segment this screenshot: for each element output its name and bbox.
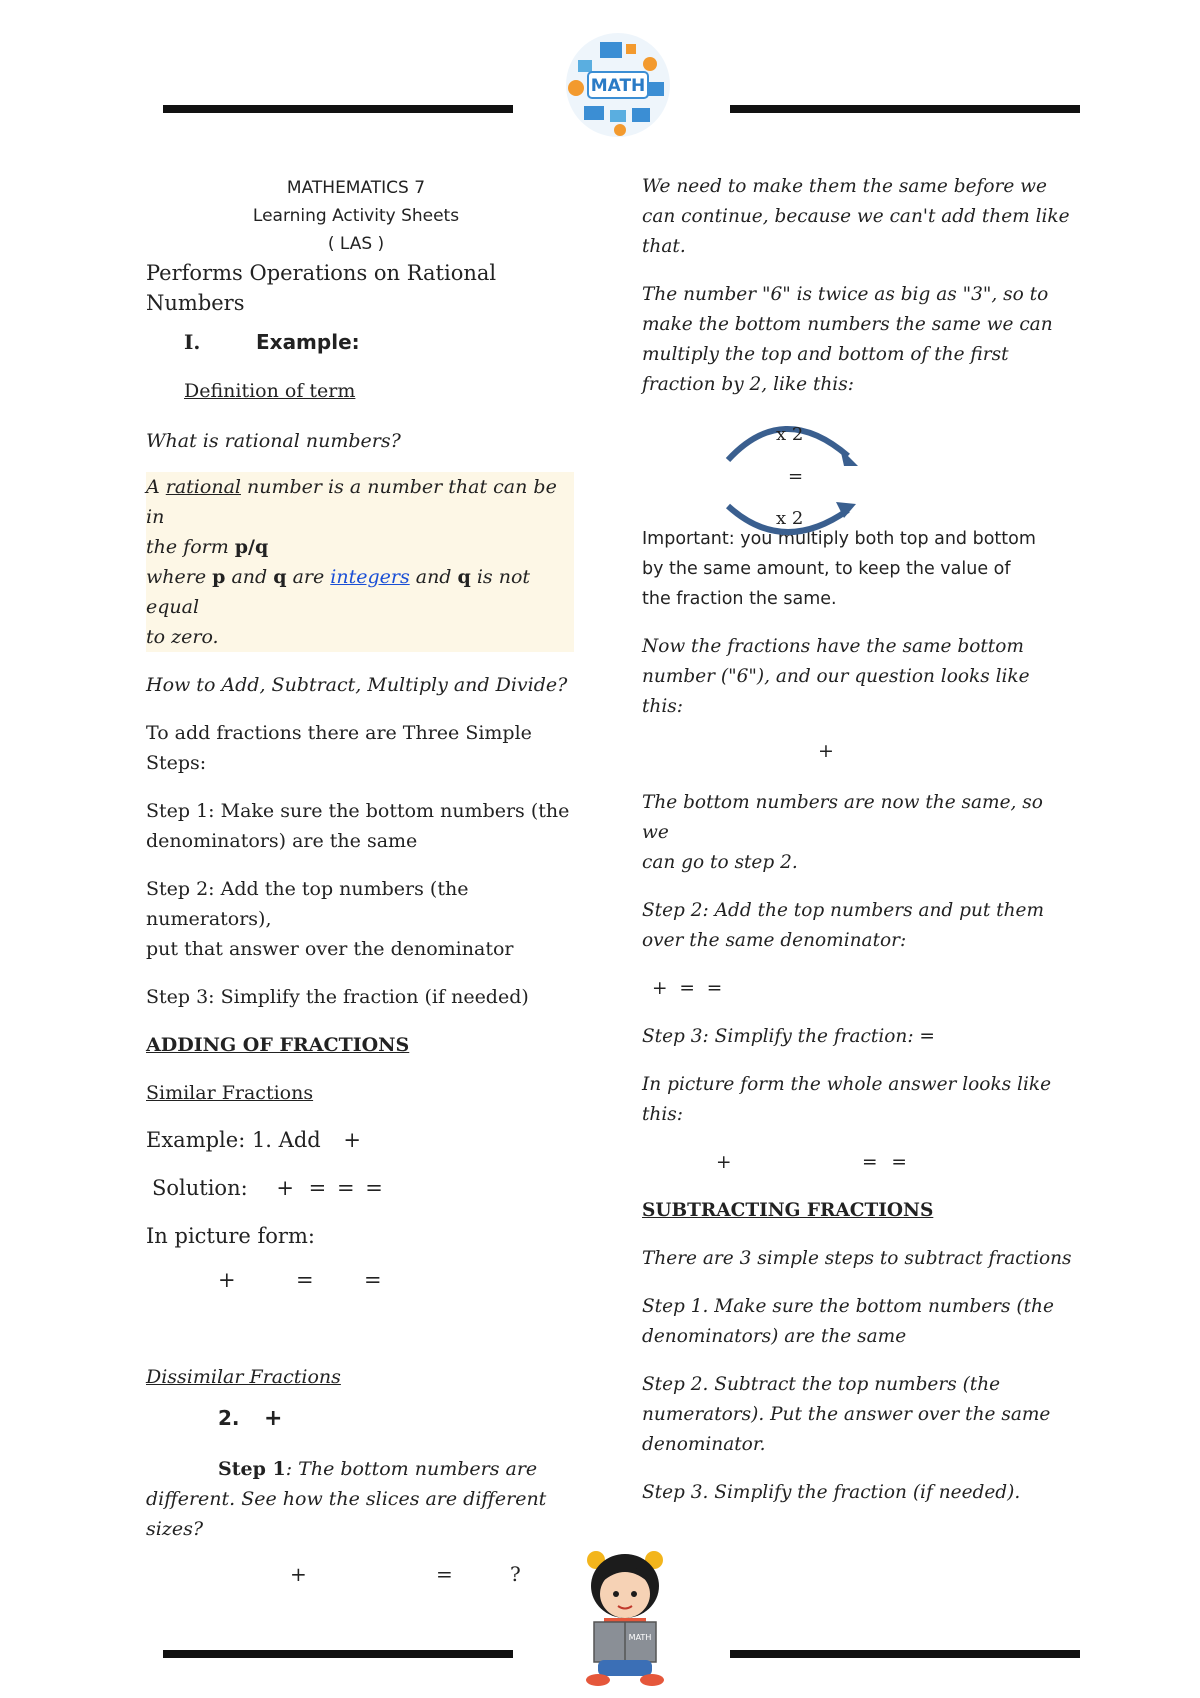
subtract-intro: There are 3 simple steps to subtract fractions xyxy=(642,1248,1072,1269)
add-step-1: Step 1: Make sure the bottom numbers (the denominators) are the same xyxy=(146,800,570,852)
sheet-abbr: ( LAS ) xyxy=(327,234,385,254)
subtract-step-2: Step 2. Subtract the top numbers (the numerators). Put the answer over the same denominator. xyxy=(642,1374,1051,1455)
sheet-title: Learning Activity Sheets xyxy=(252,206,460,226)
same-denominator-equation: + xyxy=(818,740,834,762)
section-number: I. xyxy=(184,330,201,354)
header-rule-left xyxy=(163,105,513,113)
right-paragraph-3: Now the fractions have the same bottom number ("6"), and our question looks like this: xyxy=(642,636,1030,717)
math-logo xyxy=(558,30,678,140)
header-rule-right xyxy=(730,105,1080,113)
important-note: Important: you multiply both top and bottom by the same amount, to keep the value of the fraction the same. xyxy=(642,529,1036,609)
subtract-step-3: Step 3. Simplify the fraction (if needed). xyxy=(642,1482,1021,1503)
right-paragraph-5: Step 2: Add the top numbers and put them over the same denominator: xyxy=(642,900,1045,951)
add-step-2: Step 2: Add the top numbers (the numerators), put that answer over the denominator xyxy=(146,878,514,960)
multiply-top-label: x 2 xyxy=(776,424,804,445)
adding-fractions-heading: ADDING OF FRACTIONS xyxy=(146,1034,410,1056)
dissimilar-fractions-heading: Dissimilar Fractions xyxy=(146,1366,341,1388)
svg-text:MATH: MATH xyxy=(590,76,646,96)
simplify-fraction-line: Step 3: Simplify the fraction: = xyxy=(642,1026,935,1047)
question-rational: What is rational numbers? xyxy=(146,430,401,452)
example-2: 2. + xyxy=(218,1406,283,1431)
term-rational: rational xyxy=(165,476,241,498)
rational-definition: A rational number is a number that can be in the form p/q where p and q are integers and q is not equal to zero. xyxy=(146,472,574,652)
left-column xyxy=(146,174,586,1594)
example-1: Example: 1. Add + xyxy=(146,1128,362,1152)
footer-rule-left xyxy=(163,1650,513,1658)
picture-form-label: In picture form: xyxy=(146,1224,315,1248)
right-column xyxy=(642,172,1072,1508)
steps-intro: To add fractions there are Three Simple Steps: xyxy=(146,722,532,774)
multiply-diagram xyxy=(642,406,1072,529)
svg-text:MATH: MATH xyxy=(628,1633,652,1642)
topic-title: Performs Operations on Rational Numbers xyxy=(146,261,497,315)
subtract-step-1: Step 1. Make sure the bottom numbers (the denominators) are the same xyxy=(642,1296,1054,1347)
footer-rule-right xyxy=(730,1650,1080,1658)
integers-link[interactable]: integers xyxy=(330,566,410,588)
picture-answer-equation: + = = xyxy=(716,1152,907,1173)
solution-line: Solution: + = = = xyxy=(152,1176,383,1200)
reading-girl-illustration xyxy=(580,1548,670,1688)
subtracting-fractions-heading: SUBTRACTING FRACTIONS xyxy=(642,1200,934,1221)
multiply-equals: = xyxy=(788,466,804,487)
subject-title: MATHEMATICS 7 xyxy=(286,178,426,198)
right-paragraph-4: The bottom numbers are now the same, so we can go to step 2. xyxy=(642,792,1043,873)
dissimilar-picture-equation: + = ? xyxy=(290,1562,521,1586)
add-numerators-equation: + = = xyxy=(652,978,723,999)
section-title: Example: xyxy=(256,330,360,354)
multiply-bottom-label: x 2 xyxy=(776,508,804,529)
similar-fractions-heading: Similar Fractions xyxy=(146,1082,314,1104)
picture-form-equation: + = = xyxy=(218,1268,382,1292)
definition-heading: Definition of term xyxy=(184,380,356,402)
question-operations: How to Add, Subtract, Multiply and Divide? xyxy=(146,674,568,696)
right-paragraph-1: We need to make them the same before we can continue, because we can't add them like that. xyxy=(642,176,1070,257)
top-arrow-head xyxy=(840,448,858,466)
right-paragraph-7: In picture form the whole answer looks like this: xyxy=(642,1074,1052,1125)
add-step-3: Step 3: Simplify the fraction (if needed) xyxy=(146,986,529,1008)
dissimilar-step-1: Step 1: The bottom numbers are different. See how the slices are different sizes? xyxy=(146,1458,547,1540)
right-paragraph-2: The number "6" is twice as big as "3", so to make the bottom numbers the same we can multiply the top and bottom of the first fraction by 2, like this: xyxy=(642,284,1053,395)
